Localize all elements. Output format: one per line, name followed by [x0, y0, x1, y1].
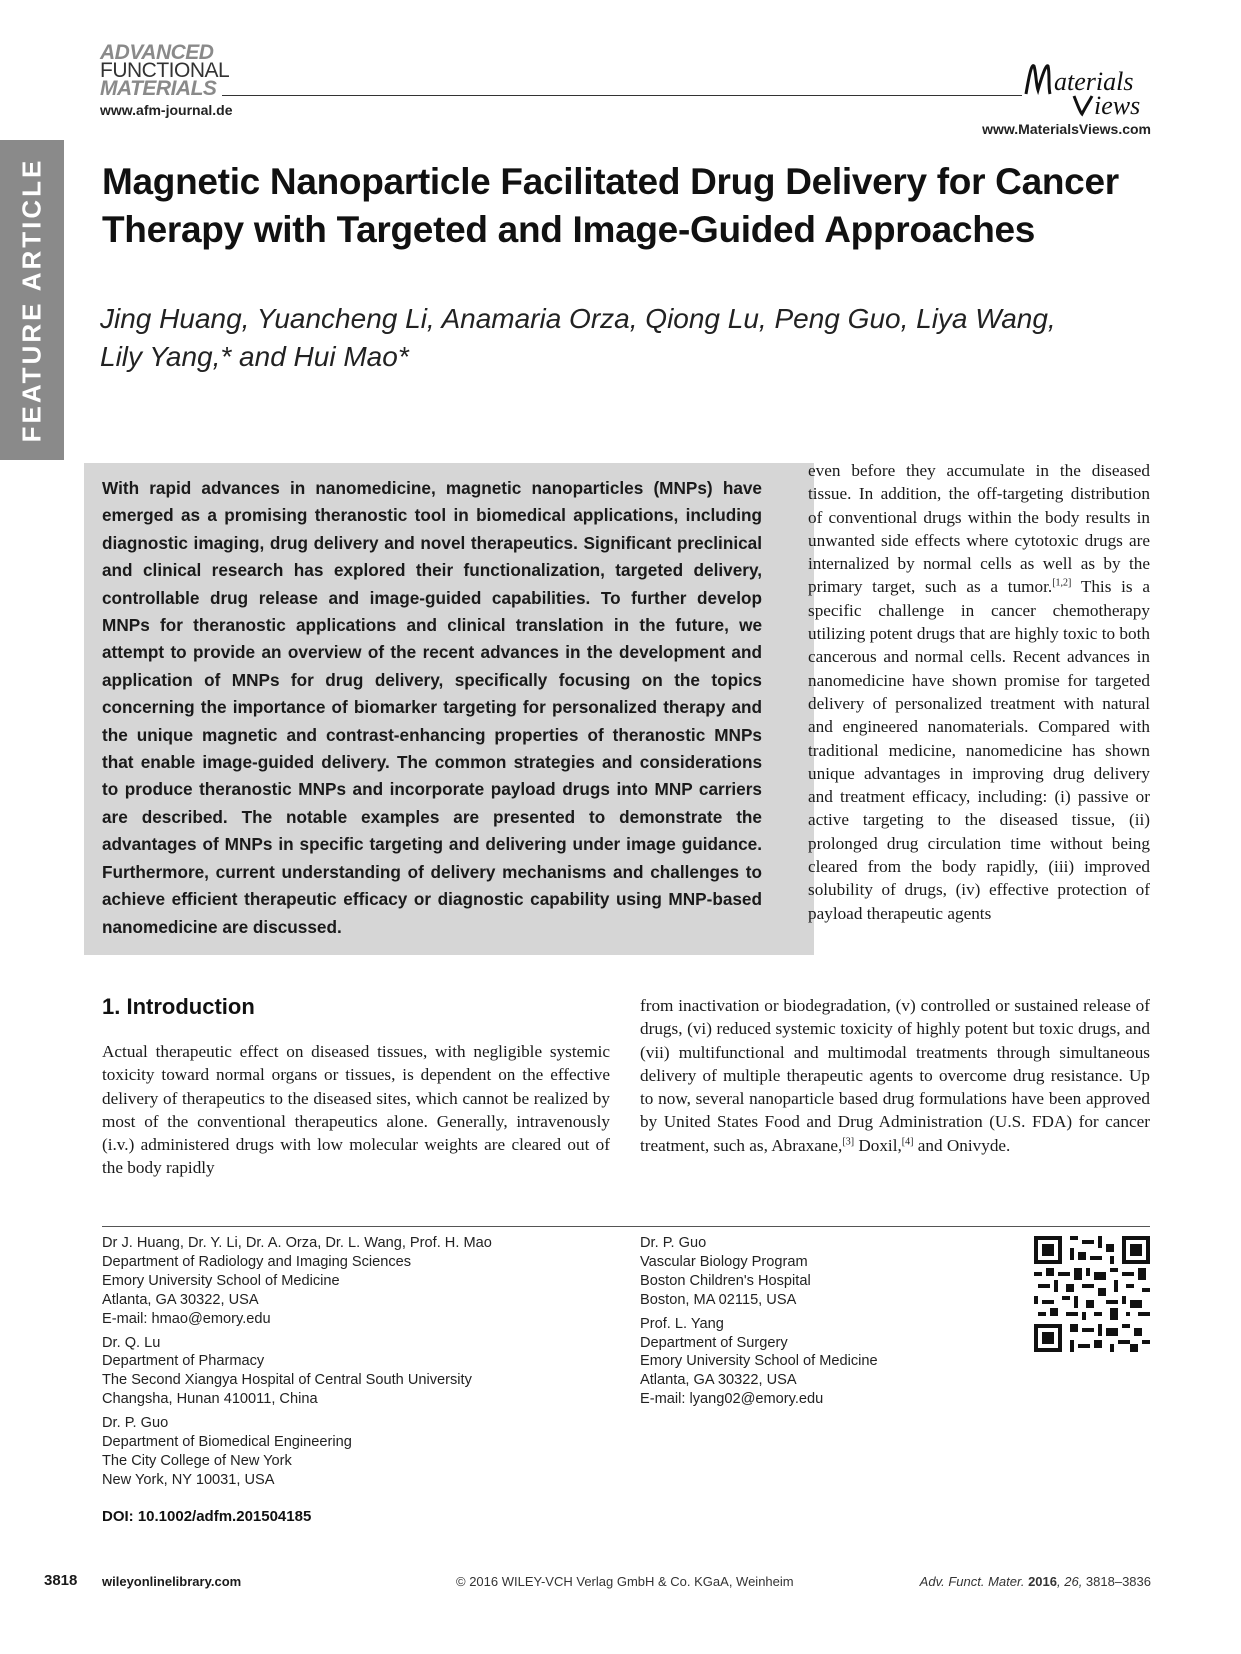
citation-ref[interactable]: [3]	[842, 1136, 855, 1148]
affiliation-line: Vascular Biology Program	[640, 1253, 808, 1270]
header-rule	[222, 95, 1022, 96]
citation-year: 2016	[1028, 1574, 1057, 1589]
affiliation-line: Atlanta, GA 30322, USA	[640, 1372, 797, 1389]
affiliation-line: Dr. P. Guo	[102, 1415, 169, 1432]
logo-line-3: MATERIALS	[100, 77, 217, 101]
affiliation-line: Atlanta, GA 30322, USA	[102, 1291, 259, 1308]
affiliation-line: Department of Surgery	[640, 1334, 788, 1351]
affiliation-block	[102, 1334, 582, 1410]
svg-text:aterials: aterials	[1054, 67, 1134, 96]
section-heading-introduction: 1. Introduction	[102, 994, 255, 1019]
authors-line-1: Jing Huang, Yuancheng Li, Anamaria Orza, Qiong Lu, Peng Guo, Liya Wang,	[100, 303, 1056, 334]
affiliation-block	[102, 1234, 582, 1329]
qr-code-icon[interactable]	[1034, 1236, 1150, 1352]
authors-line-2: Lily Yang,* and Hui Mao*	[100, 341, 409, 372]
affiliation-line: New York, NY 10031, USA	[102, 1471, 275, 1488]
doi[interactable]: DOI: 10.1002/adfm.201504185	[102, 1508, 312, 1525]
affiliation-line: The City College of New York	[102, 1452, 292, 1469]
affiliation-line: Emory University School of Medicine	[640, 1353, 878, 1370]
affiliation-block	[640, 1315, 980, 1410]
materials-views-logo	[1022, 50, 1162, 118]
affiliations-left	[102, 1234, 582, 1495]
logo-line-1: ADVANCED	[100, 41, 214, 64]
citation-volume: 26	[1064, 1574, 1079, 1589]
affiliation-email[interactable]: E-mail: lyang02@emory.edu	[640, 1391, 824, 1408]
right-col-bottom-text-3: and Onivyde.	[913, 1135, 1011, 1155]
article-title: Magnetic Nanoparticle Facilitated Drug Delivery for Cancer Therapy with Targeted and Image-Guided Approaches	[102, 161, 1119, 250]
affiliation-email[interactable]: E-mail: hmao@emory.edu	[102, 1310, 271, 1327]
copyright-notice: © 2016 WILEY-VCH Verlag GmbH & Co. KGaA, Weinheim	[456, 1574, 794, 1589]
affiliation-line: Prof. L. Yang	[640, 1315, 724, 1332]
author-list	[100, 300, 1100, 376]
affiliation-line: Department of Biomedical Engineering	[102, 1434, 352, 1451]
page-number: 3818	[44, 1572, 78, 1589]
affiliation-line: Department of Pharmacy	[102, 1353, 265, 1370]
right-column-top	[808, 459, 1150, 925]
affiliation-line: Boston Children's Hospital	[640, 1272, 811, 1289]
affiliation-line: Changsha, Hunan 410011, China	[102, 1391, 318, 1408]
svg-text:iews: iews	[1094, 91, 1141, 118]
affiliation-block	[102, 1414, 582, 1490]
affiliation-line: Dr. P. Guo	[640, 1235, 707, 1251]
affiliation-line: Boston, MA 02115, USA	[640, 1291, 797, 1308]
affiliation-line: Dr. Q. Lu	[102, 1334, 161, 1351]
journal-logo	[100, 41, 230, 101]
publisher-url[interactable]: www.MaterialsViews.com	[982, 121, 1151, 137]
affiliations-middle	[640, 1234, 980, 1414]
right-col-bottom-text-2: Doxil,	[854, 1135, 902, 1155]
affiliation-line: The Second Xiangya Hospital of Central South University	[102, 1372, 472, 1389]
footer-site-link[interactable]: wileyonlinelibrary.com	[102, 1574, 242, 1589]
feature-article-tab	[0, 140, 64, 460]
affiliation-line: Emory University School of Medicine	[102, 1272, 340, 1289]
footnote-rule	[102, 1226, 1150, 1227]
introduction-text: Actual therapeutic effect on diseased tissues, with negligible systemic toxicity toward normal organs or tissues, is dependent on the effective delivery of therapeutics to the diseased sites, which cannot be realized by most of the conventional therapeutics alone. Generally, intravenously (i.v.) administered drugs with low molecular weights are cleared out of the body rapidly	[102, 1042, 610, 1178]
affiliation-block	[640, 1234, 980, 1310]
side-tab-label: FEATURE ARTICLE	[16, 157, 47, 443]
right-col-bottom-text-1: from inactivation or biodegradation, (v) controlled or sustained release of drugs, (vi) reduced systemic toxicity of highly potent but toxic drugs, and (vii) multifunctional and multimodal treatments through simultaneous delivery of multiple therapeutic agents to overcome drug resistance. Up to now, several nanoparticle based drug formulations have been approved by United States Food and Drug Administration (U.S. FDA) for cancer treatment, such as, Abraxane,	[640, 996, 1150, 1155]
journal-citation: Adv. Funct. Mater. 2016, 26, 3818–3836	[919, 1574, 1151, 1589]
right-col-text-2: This is a specific challenge in cancer chemotherapy utilizing potent drugs that are highly toxic to both cancerous and normal cells. Recent advances in nanomedicine have shown promise for targeted delivery of personalized treatment with natural and engineered nanomaterials. Compared with traditional medicine, nanomedicine has shown unique advantages in improving drug delivery and treatment efficacy, including: (i) passive or active targeting to the diseased tissue, (ii) prolonged drug circulation time without being cleared from the body rapidly, (iii) improved solubility of drugs, (iv) effective protection of payload therapeutic agents	[808, 577, 1151, 923]
journal-url[interactable]: www.afm-journal.de	[100, 102, 233, 118]
citation-pages: 3818–3836	[1085, 1574, 1151, 1589]
logo-line-2: FUNCTIONAL	[100, 59, 230, 83]
abstract-text: With rapid advances in nanomedicine, magnetic nanoparticles (MNPs) have emerged as a promising theranostic tool in biomedical applications, including diagnostic imaging, drug delivery and novel therapeutics. Significant preclinical and clinical research has explored their functionalization, targeted delivery, controllable drug release and image-guided capabilities. To further develop MNPs for theranostic applications and clinical translation in the future, we attempt to provide an overview of the recent advances in the development and application of MNPs for drug delivery, specifically focusing on the topics concerning the importance of biomarker targeting for personalized therapy and the unique magnetic and contrast-enhancing properties of theranostic MNPs that enable image-guided delivery. The common strategies and considerations to produce theranostic MNPs and incorporate payload drugs into MNP carriers are described. The notable examples are presented to demonstrate the advantages of MNPs in specific targeting and delivering under image guidance. Furthermore, current understanding of delivery mechanisms and challenges to achieve efficient therapeutic efficacy or diagnostic capability using MNP-based nanomedicine are discussed.	[102, 478, 762, 937]
journal-abbrev: Adv. Funct. Mater.	[919, 1574, 1025, 1589]
citation-ref[interactable]: [4]	[901, 1136, 914, 1148]
affiliation-line: Dr J. Huang, Dr. Y. Li, Dr. A. Orza, Dr. L. Wang, Prof. H. Mao	[102, 1235, 492, 1251]
right-column-bottom	[640, 994, 1150, 1157]
citation-ref[interactable]: [1,2]	[1052, 577, 1072, 589]
affiliation-line: Department of Radiology and Imaging Sciences	[102, 1253, 412, 1270]
right-col-text-1: even before they accumulate in the diseased tissue. In addition, the off-targeting distribution of conventional drugs within the body results in unwanted side effects where cytotoxic drugs are internalized by normal cells as well as by the primary target, such as a tumor.	[808, 461, 1150, 597]
